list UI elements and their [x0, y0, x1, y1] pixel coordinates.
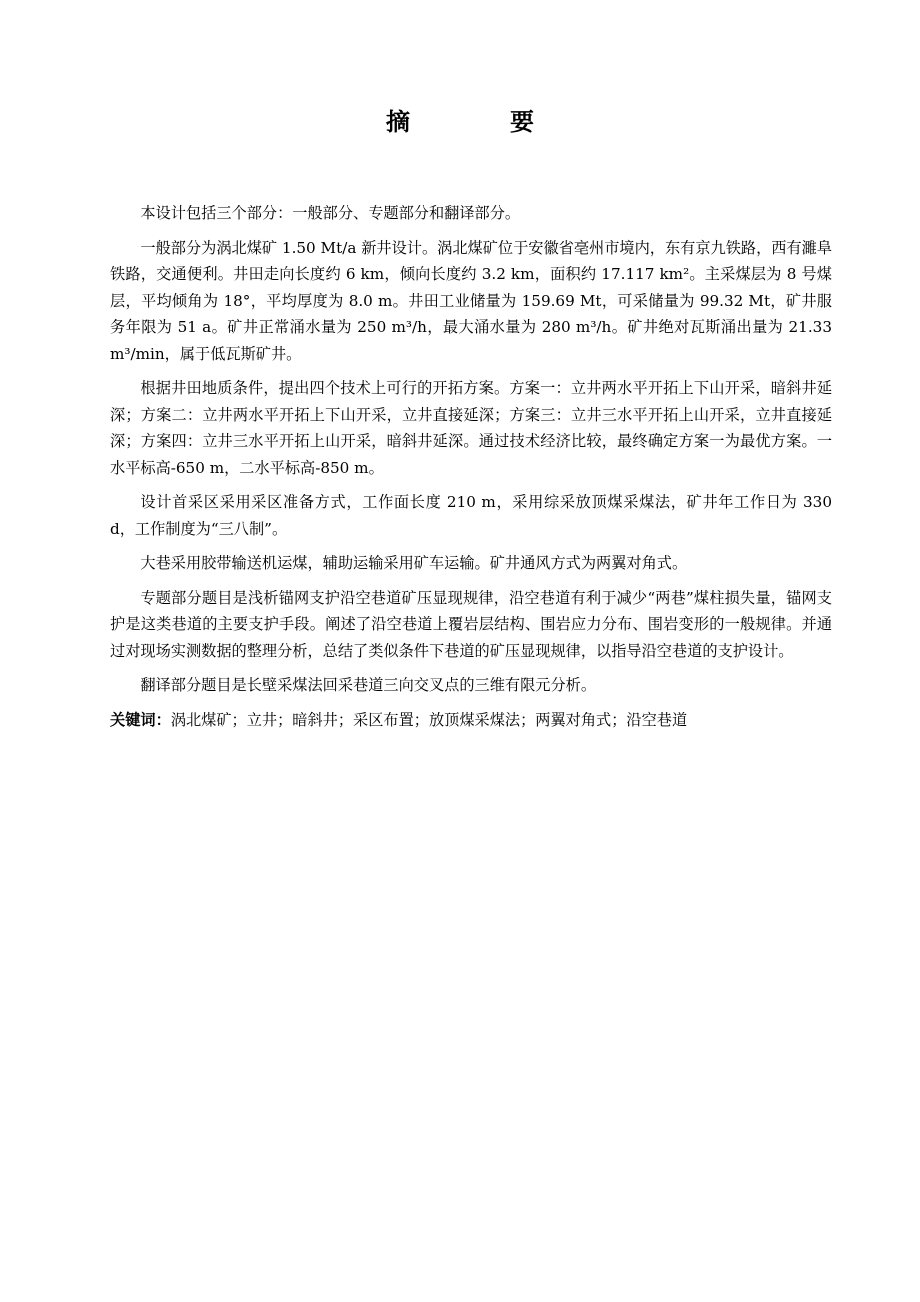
paragraph-development-schemes: 根据井田地质条件，提出四个技术上可行的开拓方案。方案一：立井两水平开拓上下山开采，暗斜井延深；方案二：立井两水平开拓上下山开采，立井直接延深；方案三：立井三水平开拓上山开采，立井直接延深；方案四：立井三水平开拓上山开采，暗斜井延深。通过技术经济比较，最终确定方案一为最优方案。一水平标高-650 m，二水平标高-850 m。: [110, 379, 832, 477]
abstract-body: [110, 200, 832, 733]
paragraph-special-topic: 专题部分题目是浅析锚网支护沿空巷道矿压显现规律，沿空巷道有利于减少“两巷”煤柱损失量，锚网支护是这类巷道的主要支护手段。阐述了沿空巷道上覆岩层结构、围岩应力分布、围岩变形的一般规律。并通过对现场实测数据的整理分析，总结了类似条件下巷道的矿压显现规律，以指导沿空巷道的支护设计。: [110, 588, 832, 660]
paragraph-overview: 本设计包括三个部分：一般部分、专题部分和翻译部分。: [140, 204, 521, 222]
paragraph-general-part: 一般部分为涡北煤矿 1.50 Mt/a 新井设计。涡北煤矿位于安徽省亳州市境内，东有京九铁路，西有濉阜铁路，交通便利。井田走向长度约 6 km，倾向长度约 3.2 km，面积约 17.117 km²。主采煤层为 8 号煤层，平均倾角为 18°，平均厚度为 8.0 m。井田工业储量为 159.69 Mt，可采储量为 99.32 Mt，矿井服务年限为 51 a。矿井正常涌水量为 250 m³/h，最大涌水量为 280 m³/h。矿井绝对瓦斯涌出量为 21.33 m³/min，属于低瓦斯矿井。: [110, 238, 833, 363]
paragraph-translation-part: 翻译部分题目是长壁采煤法回采巷道三向交叉点的三维有限元分析。: [140, 676, 597, 694]
keywords-label: 关键词：: [110, 710, 171, 729]
keywords-text: 涡北煤矿；立井；暗斜井；采区布置；放顶煤采煤法；两翼对角式；沿空巷道: [170, 710, 688, 729]
paragraph-first-mining-district: 设计首采区采用采区准备方式，工作面长度 210 m，采用综采放顶煤采煤法，矿井年工作日为 330 d，工作制度为“三八制”。: [110, 493, 832, 538]
keywords-line: [110, 707, 832, 734]
abstract-title: 摘 要: [386, 108, 572, 136]
paragraph-transport-ventilation: 大巷采用胶带输送机运煤，辅助运输采用矿车运输。矿井通风方式为两翼对角式。: [140, 554, 688, 572]
